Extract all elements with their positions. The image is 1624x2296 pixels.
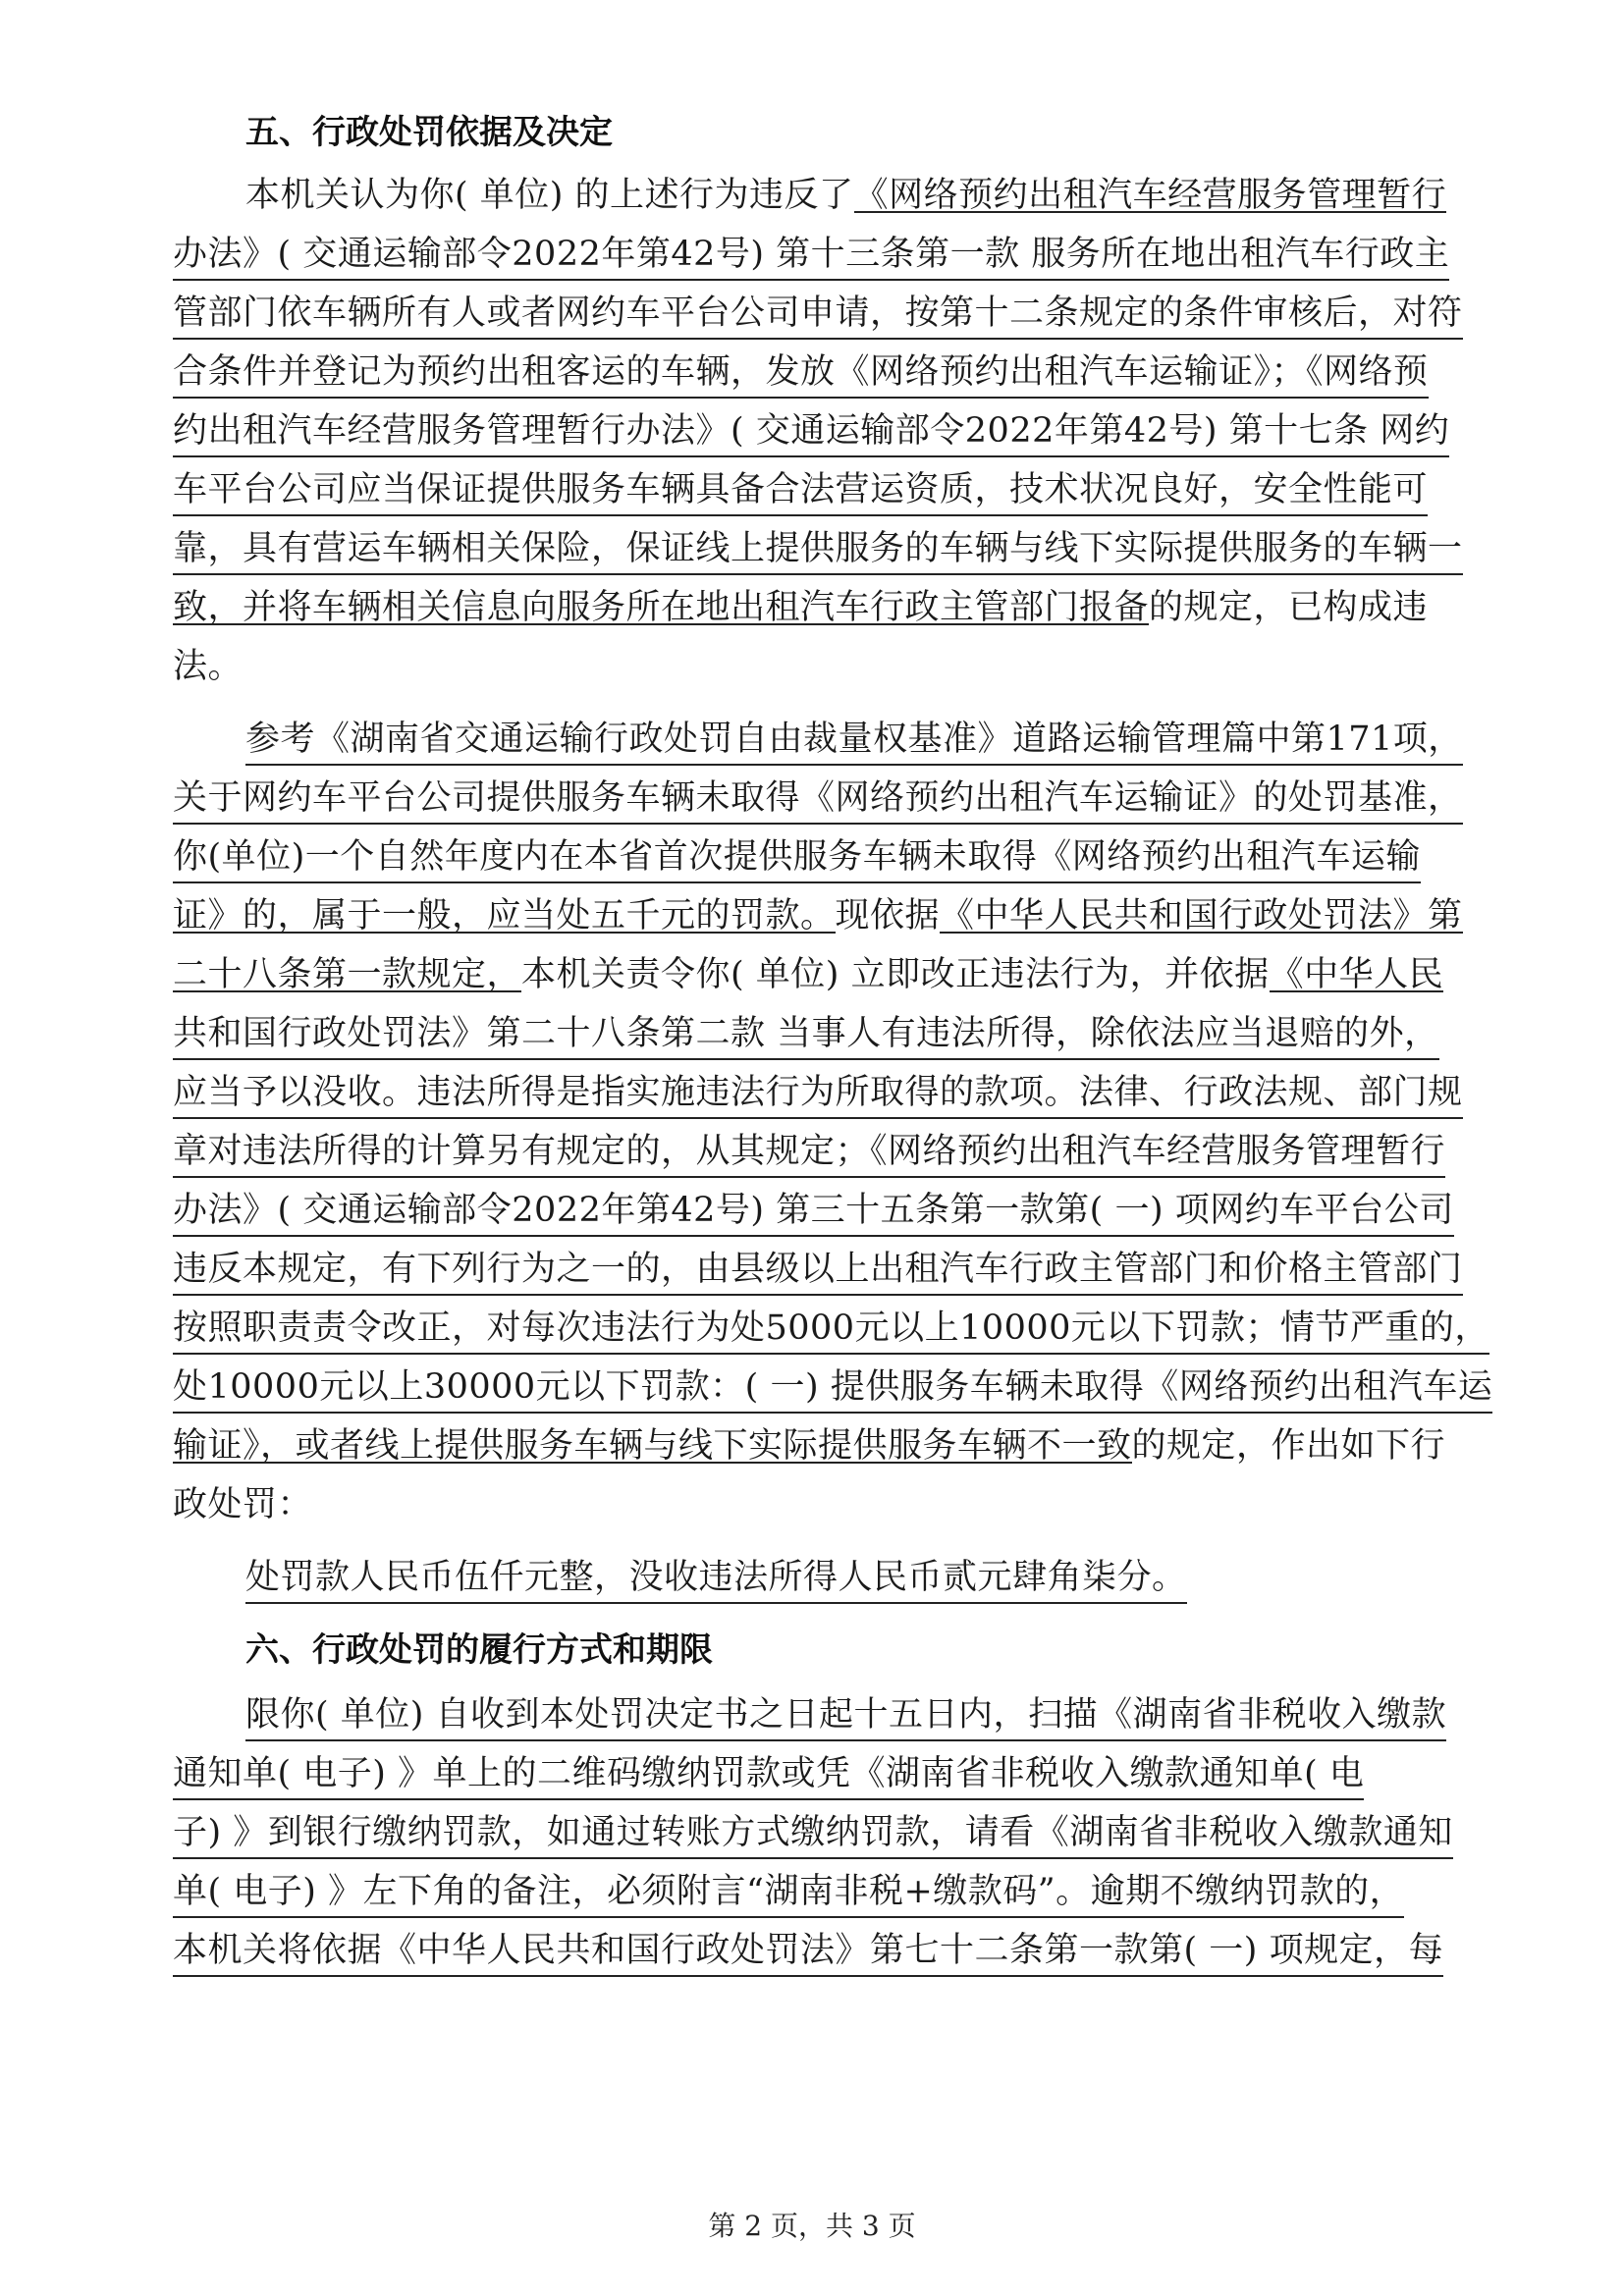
underlined-legal-text: 《中华人民 (1269, 955, 1444, 994)
s5-p2-line-10: 违反本规定，有下列行为之一的，由县级以上出租汽车行政主管部门和价格主管部门 (173, 1241, 1463, 1298)
s5-p2-line-7: 应当予以没收。违法所得是指实施违法行为所取得的款项。法律、行政法规、部门规 (173, 1064, 1463, 1121)
page-number-footer: 第 2 页，共 3 页 (708, 2210, 916, 2242)
s5-p2-line-3: 你(单位)一个自然年度内在本省首次提供服务车辆未取得《网络预约出租汽车运输 (173, 828, 1421, 885)
text-plain: 现依据 (835, 896, 941, 935)
text-plain: 本机关认为你( 单位) 的上述行为违反了 (245, 176, 854, 215)
s6-p1-line-1: 限你( 单位) 自收到本处罚决定书之日起十五日内，扫描《湖南省非税收入缴款 (245, 1686, 1446, 1743)
section-5-heading: 五、行政处罚依据及决定 (245, 113, 613, 152)
s5-p2-line-13 (173, 1417, 1445, 1474)
s5-p2-line-14: 政处罚： (173, 1485, 313, 1524)
s5-p2-line-8: 章对违法所得的计算另有规定的，从其规定；《网络预约出租汽车经营服务管理暂行 (173, 1123, 1445, 1180)
text-plain: 本机关责令你( 单位) 立即改正违法行为，并依据 (521, 955, 1270, 994)
section-6-heading: 六、行政处罚的履行方式和期限 (245, 1630, 713, 1670)
s5-p2-line-2: 关于网约车平台公司提供服务车辆未取得《网络预约出租汽车运输证》的处罚基准， (173, 770, 1463, 827)
s5-p2-line-11: 按照职责责令改正，对每次违法行为处5000元以上10000元以下罚款；情节严重的， (173, 1300, 1489, 1357)
penalty-decision-line: 处罚款人民币伍仟元整，没收违法所得人民币贰元肆角柒分。 (245, 1549, 1187, 1606)
s5-p2-line-4 (173, 887, 1463, 944)
s5-p1-line-5: 约出租汽车经营服务管理暂行办法》( 交通运输部令2022年第42号) 第十七条 网约 (173, 402, 1449, 459)
s5-p1-line-4: 合条件并登记为预约出租客运的车辆，发放《网络预约出租汽车运输证》；《网络预 (173, 344, 1429, 400)
s5-p1-line-7: 靠，具有营运车辆相关保险，保证线上提供服务的车辆与线下实际提供服务的车辆一 (173, 520, 1463, 577)
text-plain: 的规定，作出如下行 (1131, 1426, 1446, 1466)
s5-p1-line-9: 法。 (173, 647, 244, 686)
underlined-legal-text: 《中华人民共和国行政处罚法》第 (940, 896, 1463, 935)
underlined-legal-text: 《网络预约出租汽车经营服务管理暂行 (853, 176, 1447, 215)
underlined-legal-text: 二十八条第一款规定， (173, 955, 522, 994)
underlined-legal-text: 证》的，属于一般，应当处五千元的罚款。 (173, 896, 836, 935)
s5-p1-line-3: 管部门依车辆所有人或者网约车平台公司申请，按第十二条规定的条件审核后，对符 (173, 285, 1463, 342)
s5-p2-line-6: 共和国行政处罚法》第二十八条第二款 当事人有违法所得，除依法应当退赔的外， (173, 1005, 1439, 1062)
s6-p1-line-2: 通知单( 电子) 》单上的二维码缴纳罚款或凭《湖南省非税收入缴款通知单( 电 (173, 1745, 1364, 1802)
underlined-legal-text: 致，并将车辆相关信息向服务所在地出租汽车行政主管部门报备 (173, 588, 1150, 627)
s5-p1-line-6: 车平台公司应当保证提供服务车辆具备合法营运资质，技术状况良好，安全性能可 (173, 461, 1428, 518)
s6-p1-line-3: 子) 》到银行缴纳罚款，如通过转账方式缴纳罚款，请看《湖南省非税收入缴款通知 (173, 1804, 1453, 1861)
s5-p1-line-8 (173, 579, 1428, 636)
text-plain: 的规定，已构成违 (1149, 588, 1429, 627)
s5-p1-line-2: 办法》( 交通运输部令2022年第42号) 第十三条第一款 服务所在地出租汽车行政主 (173, 226, 1449, 283)
s6-p1-line-4: 单( 电子) 》左下角的备注，必须附言“湖南非税+缴款码”。逾期不缴纳罚款的， (173, 1863, 1404, 1920)
s5-p2-line-12: 处10000元以上30000元以下罚款：( 一) 提供服务车辆未取得《网络预约出租汽车运 (173, 1359, 1492, 1415)
s5-p2-line-1: 参考《湖南省交通运输行政处罚自由裁量权基准》道路运输管理篇中第171项， (245, 711, 1463, 768)
s5-p1-line-1 (245, 167, 1446, 224)
underlined-legal-text: 输证》，或者线上提供服务车辆与线下实际提供服务车辆不一致 (173, 1426, 1132, 1466)
s5-p2-line-9: 办法》( 交通运输部令2022年第42号) 第三十五条第一款第( 一) 项网约车平台公司 (173, 1182, 1454, 1239)
s5-p2-line-5 (173, 946, 1443, 1003)
s6-p1-line-5: 本机关将依据《中华人民共和国行政处罚法》第七十二条第一款第( 一) 项规定，每 (173, 1922, 1443, 1979)
